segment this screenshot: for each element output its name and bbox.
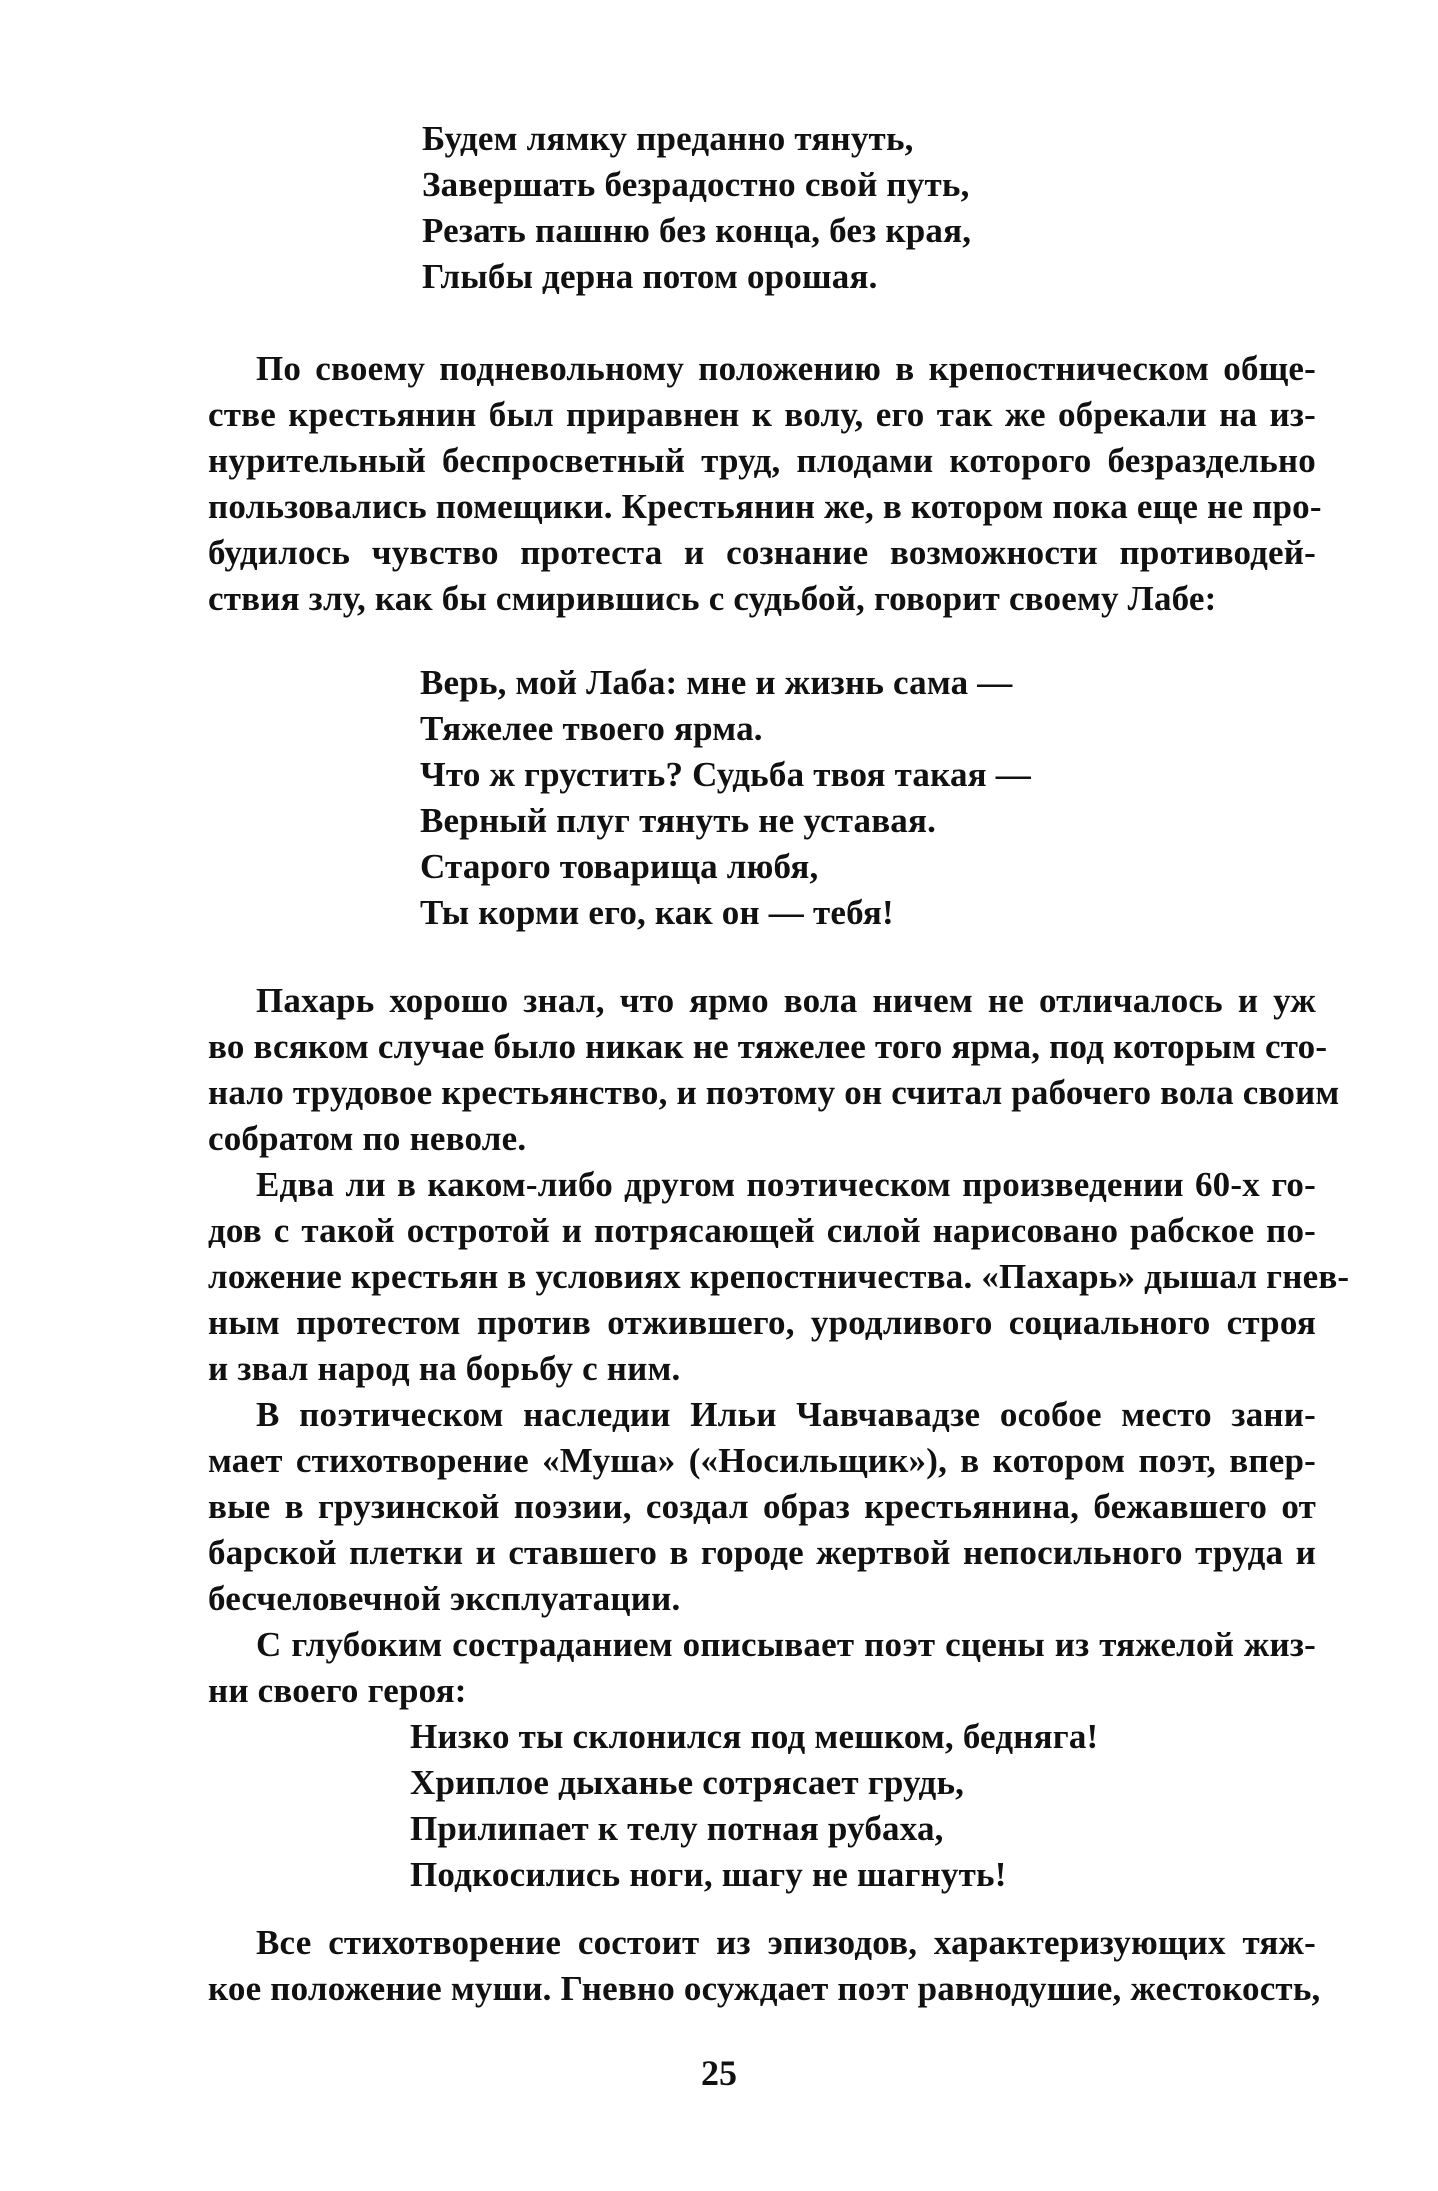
text-line: ни своего героя: bbox=[208, 1671, 467, 1710]
text-line: По своему подневольному положению в крепостническом обще- bbox=[256, 349, 1316, 388]
paragraph-6 bbox=[208, 1920, 1321, 2012]
verse-line: Старого товарища любя, bbox=[420, 847, 819, 886]
text-line: собратом по неволе. bbox=[208, 1119, 527, 1158]
page-number: 25 bbox=[701, 2053, 737, 2093]
paragraph-2 bbox=[208, 978, 1340, 1162]
text-line: кое положение муши. Гневно осуждает поэт равнодушие, жестокость, bbox=[208, 1969, 1321, 2008]
text-line: ным протестом против отжившего, уродливого социального строя bbox=[208, 1303, 1316, 1342]
verse-line: Хриплое дыханье сотрясает грудь, bbox=[410, 1763, 965, 1802]
text-line: барской плетки и ставшего в городе жертвой непосильного труда и bbox=[208, 1533, 1316, 1572]
text-line: В поэтическом наследии Ильи Чавчавадзе особое место зани- bbox=[256, 1395, 1316, 1434]
text-line: мает стихотворение «Муша» («Носильщик»), в котором поэт, впер- bbox=[208, 1441, 1316, 1480]
paragraph-4 bbox=[208, 1392, 1316, 1622]
text-line: стве крестьянин был приравнен к волу, его так же обрекали на из- bbox=[208, 395, 1316, 434]
text-line: нало трудовое крестьянство, и поэтому он считал рабочего вола своим bbox=[208, 1073, 1340, 1112]
verse-line: Низко ты склонился под мешком, бедняга! bbox=[410, 1717, 1099, 1756]
text-line: Пахарь хорошо знал, что ярмо вола ничем не отличалось и уж bbox=[256, 981, 1316, 1020]
paragraph-3 bbox=[208, 1162, 1350, 1392]
text-line: вые в грузинской поэзии, создал образ крестьянина, бежавшего от bbox=[208, 1487, 1316, 1526]
paragraph-5 bbox=[208, 1622, 1316, 1714]
verse-line: Будем лямку преданно тянуть, bbox=[422, 119, 914, 158]
verse-line: Что ж грустить? Судьба твоя такая — bbox=[420, 755, 1031, 794]
verse-line: Верь, мой Лаба: мне и жизнь сама — bbox=[420, 663, 1013, 702]
text-line: и звал народ на борьбу с ним. bbox=[208, 1349, 681, 1388]
text-line: будилось чувство протеста и сознание возможности противодей- bbox=[208, 533, 1316, 572]
text-line: Едва ли в каком-либо другом поэтическом произведении 60-х го- bbox=[256, 1165, 1316, 1204]
verse-stanza-3 bbox=[410, 1714, 1098, 1898]
text-line: нурительный беспросветный труд, плодами которого безраздельно bbox=[208, 441, 1316, 480]
text-line: бесчеловечной эксплуатации. bbox=[208, 1579, 681, 1618]
text-line: пользовались помещики. Крестьянин же, в котором пока еще не про- bbox=[208, 487, 1322, 526]
verse-line: Глыбы дерна потом орошая. bbox=[422, 257, 878, 296]
verse-line: Прилипает к телу потная рубаха, bbox=[410, 1809, 944, 1848]
verse-line: Подкосились ноги, шагу не шагнуть! bbox=[410, 1855, 1007, 1894]
text-line: дов с такой остротой и потрясающей силой нарисовано рабское по- bbox=[208, 1211, 1316, 1250]
verse-stanza-1 bbox=[422, 116, 971, 300]
verse-line: Резать пашню без конца, без края, bbox=[422, 211, 972, 250]
text-line: С глубоким состраданием описывает поэт сцены из тяжелой жиз- bbox=[256, 1625, 1316, 1664]
paragraph-1 bbox=[208, 346, 1322, 622]
text-line: Все стихотворение состоит из эпизодов, характеризующих тяж- bbox=[256, 1923, 1316, 1962]
text-line: во всяком случае было никак не тяжелее того ярма, под которым сто- bbox=[208, 1027, 1328, 1066]
text-line: ствия злу, как бы смирившись с судьбой, говорит своему Лабе: bbox=[208, 579, 1217, 618]
verse-stanza-2 bbox=[420, 660, 1031, 936]
verse-line: Завершать безрадостно свой путь, bbox=[422, 165, 970, 204]
verse-line: Тяжелее твоего ярма. bbox=[420, 709, 763, 748]
text-line: ложение крестьян в условиях крепостничества. «Пахарь» дышал гнев- bbox=[208, 1257, 1350, 1296]
verse-line: Верный плуг тянуть не уставая. bbox=[420, 801, 937, 840]
verse-line: Ты корми его, как он — тебя! bbox=[420, 893, 894, 932]
